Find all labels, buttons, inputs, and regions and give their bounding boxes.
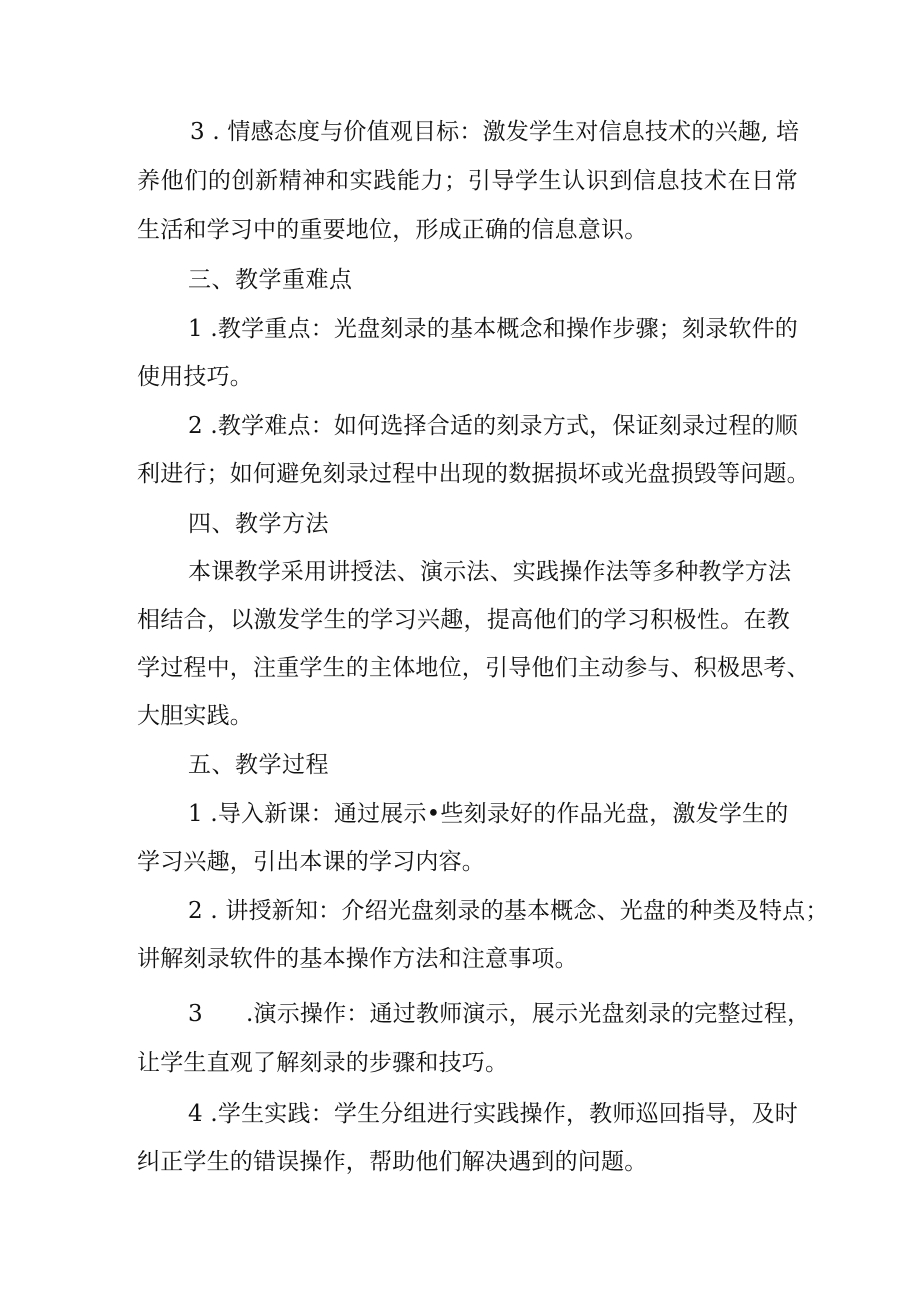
- method-line-3: 学过程中，注重学生的主体地位，引导他们主动参与、积极思考、: [137, 655, 810, 681]
- process-2-line-2: 讲解刻录软件的基本操作方法和注意事项。: [137, 946, 578, 972]
- process-4-line-1: 4 .学生实践：学生分组进行实践操作，教师巡回指导，及时: [188, 1101, 798, 1127]
- process-3-line-2: 让学生直观了解刻录的步骤和技巧。: [137, 1050, 509, 1076]
- process-3-number: 3: [188, 1001, 203, 1027]
- key-point-1-line-1: 1 .教学重点：光盘刻录的基本概念和操作步骤；刻录软件的: [188, 316, 798, 342]
- process-4-line-2: 纠正学生的错误操作，帮助他们解决遇到的问题。: [137, 1149, 648, 1175]
- goal3-line-1: 3 . 情感态度与价值观目标：激发学生对信息技术的兴趣, 培: [190, 119, 800, 145]
- key-point-2-line-2: 利进行；如何避免刻录过程中出现的数据损坏或光盘损毁等问题。: [137, 461, 810, 487]
- process-1-line-2: 学习兴趣，引出本课的学习内容。: [137, 849, 485, 875]
- method-line-1: 本课教学采用讲授法、演示法、实践操作法等多种教学方法: [188, 559, 792, 585]
- method-line-2: 相结合，以激发学生的学习兴趣，提高他们的学习积极性。在教: [137, 607, 790, 633]
- process-1-line-1: 1 .导入新课：通过展示•些刻录好的作品光盘，激发学生的: [188, 801, 789, 827]
- key-point-2-line-1: 2 .教学难点：如何选择合适的刻录方式，保证刻录过程的顺: [188, 413, 798, 439]
- method-line-4: 大胆实践。: [137, 703, 253, 729]
- heading-teaching-methods: 四、教学方法: [188, 511, 329, 537]
- goal3-line-2: 养他们的创新精神和实践能力；引导学生认识到信息技术在日常: [137, 168, 798, 194]
- key-point-1-line-2: 使用技巧。: [137, 364, 253, 390]
- heading-key-difficult-points: 三、教学重难点: [188, 267, 353, 293]
- heading-teaching-process: 五、教学过程: [188, 752, 329, 778]
- goal3-line-3: 生活和学习中的重要地位，形成正确的信息意识。: [137, 217, 648, 243]
- process-2-line-1: 2 . 讲授新知：介绍光盘刻录的基本概念、光盘的种类及特点；: [188, 898, 829, 924]
- process-3-line-1: .演示操作：通过教师演示，展示光盘刻录的完整过程，: [246, 1001, 811, 1027]
